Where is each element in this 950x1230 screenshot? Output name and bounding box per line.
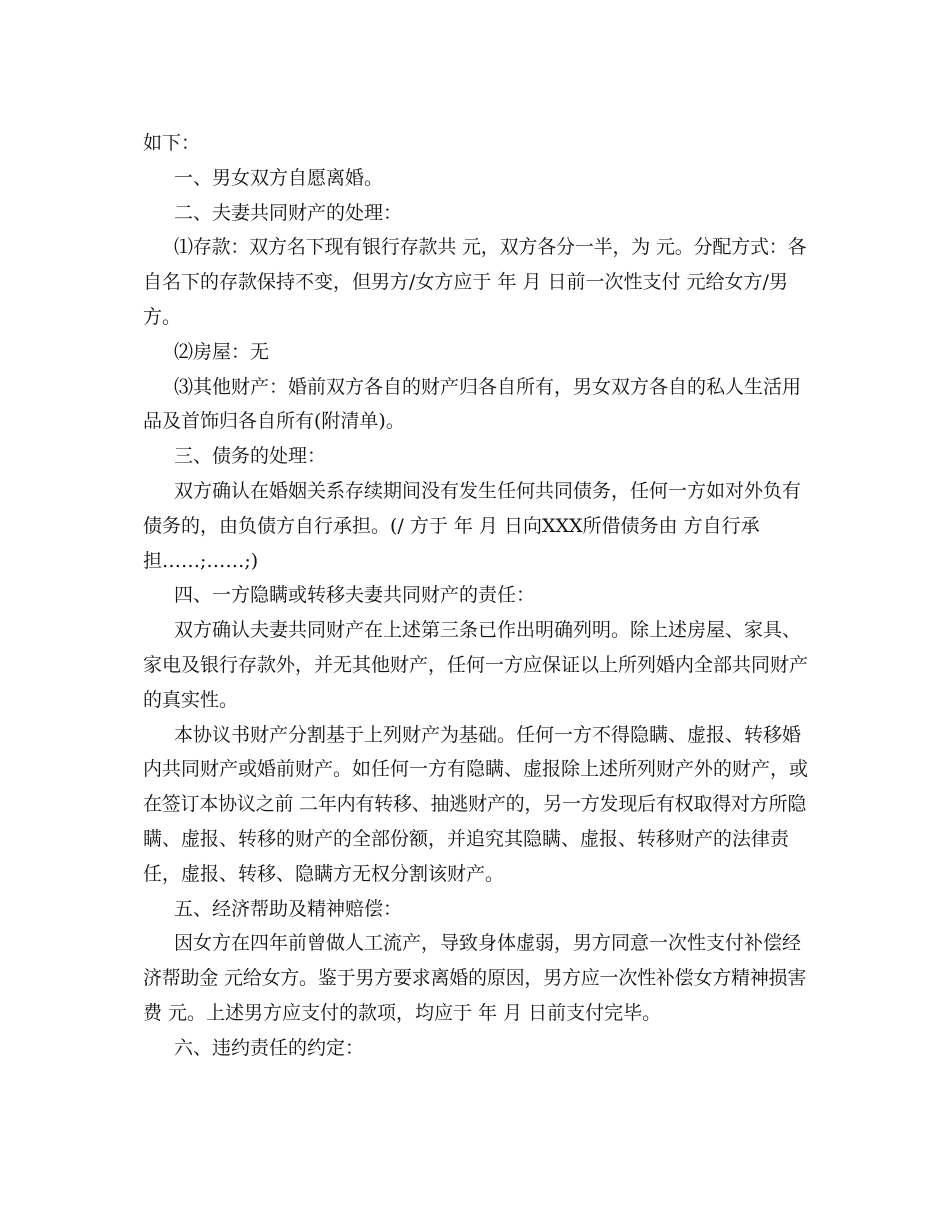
document-line: 任，虚报、转移、隐瞒方无权分割该财产。 [143,862,505,885]
document-line: 费 元。上述男方应支付的款项，均应于 年 月 日前支付完毕。 [143,1001,662,1024]
document-line: 双方确认夫妻共同财产在上述第三条已作出明确列明。除上述房屋、家具、 [174,619,802,642]
document-line: 济帮助金 元给女方。鉴于男方要求离婚的原因，男方应一次性补偿女方精神损害 [143,967,807,990]
document-line: 本协议书财产分割基于上列财产为基础。任何一方不得隐瞒、虚报、转移婚 [174,723,802,746]
document-line: ⑴存款：双方名下现有银行存款共 元，双方各分一半，为 元。分配方式：各 [174,236,807,259]
document-line: 如下： [143,132,201,154]
document-line: 内共同财产或婚前财产。如任何一方有隐瞒、虚报除上述所列财产外的财产，或 [143,758,809,781]
document-line: 一、男女双方自愿离婚。 [174,166,384,189]
document-line: 双方确认在婚姻关系存续期间没有发生任何共同债务，任何一方如对外负有 [174,479,802,502]
document-line: 三、债务的处理： [174,445,327,468]
document-line: 方。 [143,305,182,328]
document-line: ⑶其他财产：婚前双方各自的财产归各自所有，男女双方各自的私人生活用 [174,375,802,398]
document-line: 五、经济帮助及精神赔偿： [174,897,403,920]
document-line: 家电及银行存款外，并无其他财产，任何一方应保证以上所列婚内全部共同财产 [143,653,809,676]
document-line: 因女方在四年前曾做人工流产，导致身体虚弱，男方同意一次性支付补偿经 [174,932,802,955]
document-line: 的真实性。 [143,688,239,711]
document-line: 担……;……;) [143,549,259,572]
document-line: 品及首饰归各自所有(附清单)。 [143,410,405,433]
document-line: 四、一方隐瞒或转移夫妻共同财产的责任： [174,584,536,607]
document-line: 二、夫妻共同财产的处理： [174,201,403,224]
document-line: 自名下的存款保持不变，但男方/女方应于 年 月 日前一次性支付 元给女方/男 [143,271,788,294]
document-line: 六、违约责任的约定： [174,1036,365,1059]
document-line: 债务的，由负债方自行承担。(/ 方于 年 月 日向XXX所借债务由 方自行承 [143,514,760,537]
document-line: 在签订本协议之前 二年内有转移、抽逃财产的，另一方发现后有权取得对方所隐 [143,793,807,816]
document-body [143,126,808,1066]
document-line: ⑵房屋：无 [174,340,270,363]
document-line: 瞒、虚报、转移的财产的全部份额，并追究其隐瞒、虚报、转移财产的法律责 [143,827,790,850]
